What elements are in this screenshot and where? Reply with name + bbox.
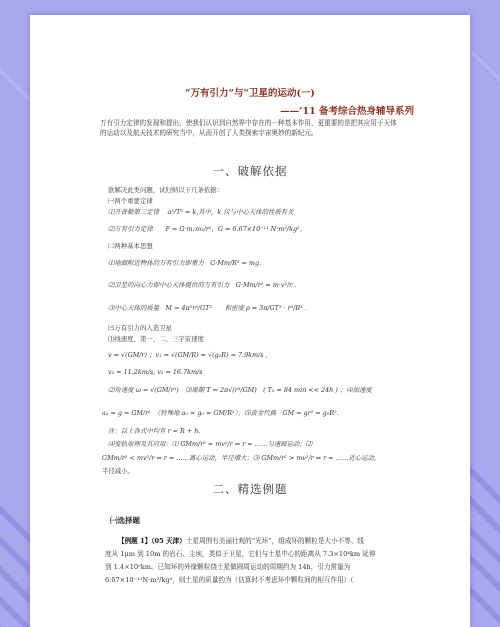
formula-line: ⑴地面附近物体的万有引力即重力 G·Mm/R² = mg. bbox=[108, 259, 262, 267]
text-line: 欲解决此类问题，试归纳以下几条依据： bbox=[108, 186, 224, 194]
formula-line: ⑵卫星的向心力即中心天体提供的万有引力 G·Mm/r² = m·v²/r . bbox=[108, 281, 297, 289]
intro-paragraph: 万有引力定律的发现和提出，使我们认识到自然界中存在的一种基本作用，更重要的是把其应用于天体的运动以及航天技术的研究当中，从而开创了人类探索宇宙奥妙的新纪元。 bbox=[100, 119, 397, 137]
formula-line: 注：以上各式中均有 r = R + h. bbox=[108, 427, 201, 435]
formula-line: v₂ = 11.2km/s, v₃ = 16.7km/s bbox=[108, 368, 203, 376]
text-line: ⑴线速度、第一、二、三宇宙速度 bbox=[108, 335, 204, 343]
formula-line: ⑶中心天体的质量 M = 4π²r³/GT² 和密度 ρ = 3π/GT² · r³/R³ . bbox=[108, 304, 307, 312]
document-subtitle: ——’11 备考综合热身辅导系列 bbox=[280, 106, 414, 117]
formula-line: ⑴开普勒第三定律 a³/T² = k,其中，k 仅与中心天体的性质有关 bbox=[108, 208, 294, 216]
document-title: “万有引力”与“卫星的运动(一) bbox=[185, 88, 315, 99]
subsection-heading: ㈠选择题 bbox=[110, 516, 140, 525]
text-line: 半径减小。 bbox=[102, 467, 134, 475]
formula-line: v = √(GM/r) ；v₁ = √(GM/R) = √(g₀R) = 7.9km/s , bbox=[108, 351, 268, 359]
text-line: ㈢万有引力的人造卫星 bbox=[108, 324, 172, 332]
formula-line: GMm/r² < mv²/r ⇒ r = ……离心运动，半径增大；⑶ GMm/r² > mv²/r ⇒ r = ……近心运动， bbox=[102, 454, 381, 462]
section-heading-examples: 二、精选例题 bbox=[212, 482, 288, 496]
example-line: 到 1.4×10⁵km。已知环的外缘颗粒绕土星做圆周运动的周期约为 14h，引力常量为 bbox=[105, 563, 351, 571]
text-line: ㈠两个重要定律 bbox=[108, 197, 153, 205]
section-heading-basis: 一、破解依据 bbox=[212, 164, 288, 178]
example-line: 6.67×10⁻¹¹N·m²/kg²，则土星的质量约为（估算时不考虑环中颗粒间的相互作用）（ bbox=[105, 576, 354, 584]
formula-line: ⑵万有引力定律 F = G·m₁m₂/r²，G = 6.67×10⁻¹¹ N·m²/kg²。 bbox=[108, 225, 306, 233]
formula-line: ⑵角速度 ω = √(GM/r³) ⑶周期 T = 2π√(r³/GM) ( T₀ = 84 min << 24h ) ；⑷加速度 bbox=[108, 386, 372, 394]
example-line bbox=[118, 535, 364, 545]
document-page bbox=[30, 15, 470, 627]
example-line: 度从 1μm 到 10m 的岩石、尘埃，类似于卫星，它们与土星中心的距离从 7.3×10⁴km 延伸 bbox=[105, 550, 376, 558]
example-label: 【例题 1】（05 天津） bbox=[118, 537, 186, 545]
text-line: ㈡两种基本思想 bbox=[108, 242, 153, 250]
example-text: 土星周围有美丽壮观的“光环”，组成环的颗粒是大小不等、线 bbox=[185, 537, 364, 545]
formula-line: aₙ = g = GM/r² （特殊地 a₀ = g₀ = GM/R²）；⑸黄金代换 GM = gr² = g₀R². bbox=[102, 409, 339, 417]
formula-line: ⑷变轨原理及其应用：⑴ GMm/r² = mv²/r ⇒ r = ……匀速圆运动；⑵ bbox=[108, 440, 313, 448]
